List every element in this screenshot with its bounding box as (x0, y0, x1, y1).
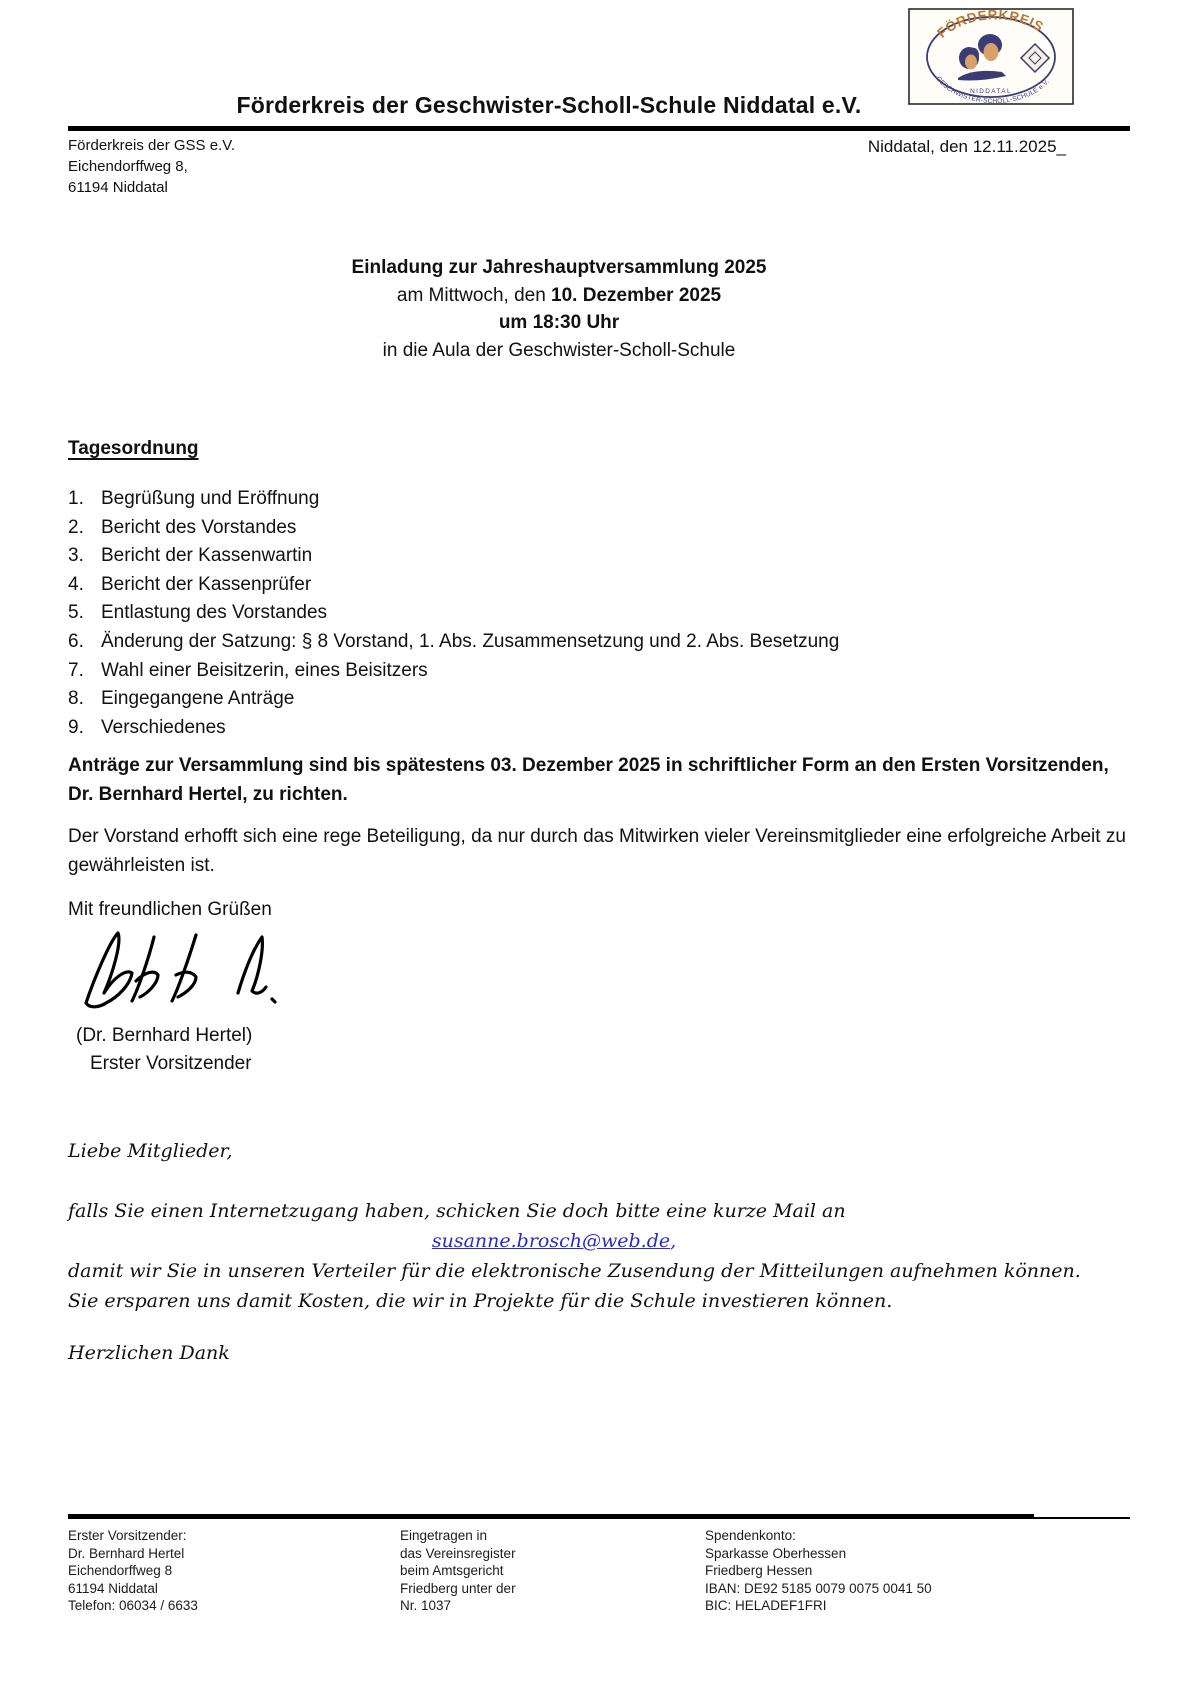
sender-address (68, 135, 235, 198)
invitation-date-line (68, 282, 1050, 310)
club-logo (908, 8, 1074, 105)
footer-line: Erster Vorsitzender: (68, 1528, 187, 1543)
invitation-location: in die Aula der Geschwister-Scholl-Schule (382, 339, 736, 361)
agenda-item: Eingegangene Anträge (101, 688, 295, 710)
agenda-item: Bericht des Vorstandes (101, 516, 297, 538)
agenda-item: Begrüßung und Eröffnung (101, 488, 320, 509)
signature-block (68, 1022, 1130, 1078)
agenda-item: Bericht der Kassenprüfer (101, 573, 312, 595)
footer (68, 1514, 1130, 1615)
footer-line: Eichendorffweg 8 (68, 1563, 173, 1578)
signature-image (80, 927, 312, 1011)
footer-line: 61194 Niddatal (68, 1580, 158, 1596)
letterhead-rule (68, 126, 1130, 131)
agenda-item: Bericht der Kassenwartin (101, 545, 313, 567)
agenda-item: Verschiedenes (101, 716, 226, 738)
sender-line: Förderkreis der GSS e.V. (68, 137, 236, 154)
footer-bank-column (705, 1527, 1130, 1615)
invitation-block (68, 254, 1130, 364)
footer-line: Nr. 1037 (400, 1598, 452, 1613)
postscript (68, 1138, 1130, 1366)
footer-line: Friedberg unter der (400, 1580, 516, 1596)
signature (80, 927, 1130, 1016)
logo-top-text: FÖRDERKREIS (934, 8, 1047, 41)
agenda-item: Wahl einer Beisitzerin, eines Beisitzers (101, 659, 428, 681)
footer-register-column (400, 1527, 705, 1615)
ps-thanks: Herzlichen Dank (68, 1342, 230, 1365)
email-link[interactable]: susanne.brosch@web.de (431, 1230, 671, 1253)
address-row (68, 135, 1130, 198)
ps-line3: Sie ersparen uns damit Kosten, die wir in Projekte für die Schule investieren können. (68, 1290, 893, 1313)
footer-line: Spendenkonto: (705, 1528, 796, 1543)
footer-columns (68, 1527, 1130, 1615)
agenda-item: Entlastung des Vorstandes (101, 602, 328, 624)
invitation-time: um 18:30 Uhr (498, 312, 620, 333)
agenda-item: Änderung der Satzung: § 8 Vorstand, 1. Abs. Zusammensetzung und 2. Abs. Besetzung (101, 630, 840, 652)
agenda-list (68, 485, 1130, 742)
footer-line: Telefon: 06034 / 6633 (68, 1598, 198, 1613)
ps-email-line (68, 1226, 1130, 1256)
footer-line: das Vereinsregister (400, 1545, 516, 1561)
letterhead-title: Förderkreis der Geschwister-Scholl-Schule Niddatal e.V. (236, 92, 862, 118)
club-logo-image (908, 8, 1074, 105)
footer-line: Dr. Bernhard Hertel (68, 1545, 185, 1561)
invitation-date: 10. Dezember 2025 (551, 284, 722, 306)
signer-name: (Dr. Bernhard Hertel) (76, 1025, 253, 1047)
motions-deadline-paragraph: Anträge zur Versammlung sind bis spätestens 03. Dezember 2025 in schriftlicher Form an den Ersten Vorsitzenden, Dr. Bernhard Hertel, zu richten. (68, 755, 1109, 806)
footer-line: BIC: HELADEF1FRI (705, 1598, 827, 1613)
ps-line1: falls Sie einen Internetzugang haben, schicken Sie doch bitte eine kurze Mail an (68, 1200, 846, 1223)
date-line: Niddatal, den 12.11.2025_ (867, 137, 1066, 156)
footer-rule (68, 1514, 1130, 1521)
ps-line2: damit wir Sie in unseren Verteiler für die elektronische Zusendung der Mitteilungen aufnehmen können. (68, 1260, 1081, 1283)
footer-line: Sparkasse Oberhessen (705, 1545, 847, 1561)
footer-line: beim Amtsgericht (400, 1563, 504, 1578)
sender-line: Eichendorffweg 8, (68, 158, 188, 175)
footer-line: IBAN: DE92 5185 0079 0075 0041 50 (705, 1580, 932, 1596)
logo-city-text: NIDDATAL (970, 88, 1012, 95)
participation-paragraph: Der Vorstand erhofft sich eine rege Beteiligung, da nur durch das Mitwirken vieler Vereinsmitglieder eine erfolgreiche Arbeit zu gewährleisten ist. (68, 826, 1126, 877)
footer-line: Friedberg Hessen (705, 1563, 813, 1578)
footer-line: Eingetragen in (400, 1528, 488, 1543)
footer-rule-thick (68, 1514, 1034, 1519)
closing-salutation: Mit freundlichen Grüßen (68, 899, 272, 921)
invitation-date-prefix: am Mittwoch, den (396, 284, 552, 306)
ps-salutation: Liebe Mitglieder, (68, 1140, 233, 1163)
invitation-title: Einladung zur Jahreshauptversammlung 2025 (351, 257, 767, 278)
signer-role: Erster Vorsitzender (90, 1053, 252, 1075)
logo-bottom-text: GESCHWISTER-SCHOLL-SCHULE e.V. (934, 75, 1051, 105)
sender-line: 61194 Niddatal (68, 179, 168, 196)
agenda-heading: Tagesordnung (68, 438, 199, 459)
email-suffix: , (670, 1230, 677, 1253)
footer-chairman-column (68, 1527, 400, 1615)
